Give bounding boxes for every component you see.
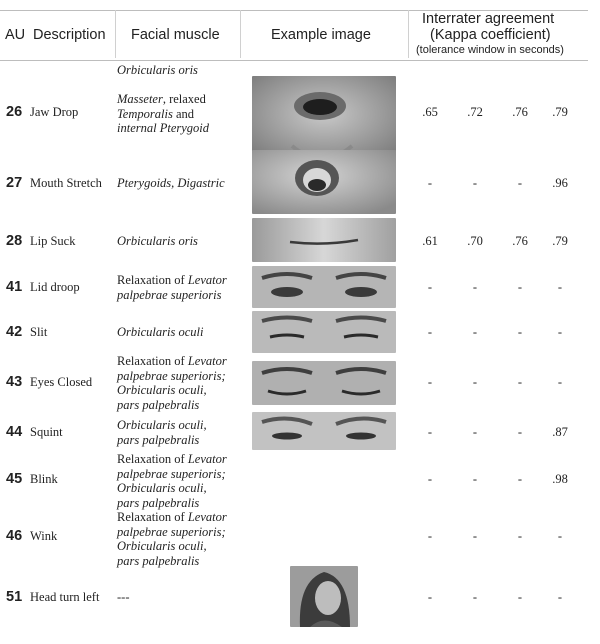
kappa-value: .76	[512, 105, 528, 119]
description-text: Mouth Stretch	[30, 176, 102, 190]
header-separator	[115, 10, 116, 58]
description-text: Eyes Closed	[30, 375, 93, 389]
kappa-value: -	[557, 280, 563, 294]
slit-eyes-photo	[252, 311, 396, 353]
kappa-value: -	[427, 375, 433, 389]
kappa-value: -	[557, 375, 563, 389]
muscle-text: Orbicularis oculi, pars palpebralis	[117, 418, 207, 447]
kappa-value: -	[517, 425, 523, 439]
kappa-value: .98	[552, 472, 568, 486]
kappa-value: -	[472, 472, 478, 486]
kappa-value: -	[427, 176, 433, 190]
header-agreement: Interrater agreement	[422, 11, 555, 27]
description-text: Lip Suck	[30, 234, 76, 248]
description-text: Squint	[30, 425, 63, 439]
header-muscle: Facial muscle	[131, 27, 220, 43]
stretched-mouth-photo	[252, 150, 396, 214]
description-text: Lid droop	[30, 280, 80, 294]
header-image: Example image	[271, 27, 371, 43]
au-number: 45	[6, 471, 23, 487]
muscle-text: Orbicularis oris	[117, 234, 198, 248]
header-separator	[240, 10, 241, 58]
kappa-value: .79	[552, 234, 568, 248]
muscle-text: Relaxation of Levator palpebrae superioris; Orbicularis oculi, pars palpebralis	[117, 452, 227, 510]
kappa-value: -	[472, 176, 478, 190]
kappa-value: -	[427, 325, 433, 339]
kappa-value: .65	[422, 105, 438, 119]
header-separator	[408, 10, 409, 58]
description-text: Slit	[30, 325, 48, 339]
kappa-value: -	[427, 425, 433, 439]
kappa-value: -	[517, 325, 523, 339]
kappa-value: -	[427, 280, 433, 294]
kappa-value: .70	[467, 234, 483, 248]
au-number: 51	[6, 589, 23, 605]
kappa-value: -	[557, 325, 563, 339]
kappa-value: .76	[512, 234, 528, 248]
muscle-text: ---	[117, 590, 130, 604]
kappa-value: -	[557, 590, 563, 604]
kappa-value: -	[517, 375, 523, 389]
au-number: 26	[6, 104, 23, 120]
open-mouth-photo	[252, 76, 396, 160]
au-number: 44	[6, 424, 23, 440]
au-number: 42	[6, 324, 23, 340]
kappa-value: -	[517, 529, 523, 543]
lid-droop-eyes-photo	[252, 266, 396, 308]
kappa-value: -	[472, 325, 478, 339]
kappa-value: .61	[422, 234, 438, 248]
header-au: AU	[5, 27, 26, 43]
header-tolerance: (tolerance window in seconds)	[416, 44, 564, 56]
au-number: 43	[6, 374, 23, 390]
kappa-value: -	[557, 529, 563, 543]
description-text: Wink	[30, 529, 58, 543]
description-text: Head turn left	[30, 590, 100, 604]
kappa-value: -	[517, 176, 523, 190]
kappa-value: -	[472, 425, 478, 439]
header-kappa: (Kappa coefficient)	[430, 27, 551, 43]
muscle-text: Masseter, relaxed Temporalis and internal Pterygoid	[117, 92, 209, 135]
description-text: Blink	[30, 472, 58, 486]
au-number: 41	[6, 279, 23, 295]
kappa-value: -	[472, 375, 478, 389]
muscle-text: Orbicularis oris	[117, 63, 198, 77]
header-bottom-rule	[0, 60, 588, 61]
head-turn-photo	[290, 566, 358, 627]
kappa-value: .79	[552, 105, 568, 119]
closed-eyes-photo	[252, 361, 396, 405]
description-text: Jaw Drop	[30, 105, 79, 119]
kappa-value: -	[427, 529, 433, 543]
muscle-text: Relaxation of Levator palpebrae superioris; Orbicularis oculi, pars palpebralis	[117, 510, 227, 568]
kappa-value: -	[427, 590, 433, 604]
au-number: 28	[6, 233, 23, 249]
muscle-text: Relaxation of Levator palpebrae superioris; Orbicularis oculi, pars palpebralis	[117, 354, 227, 412]
kappa-value: .87	[552, 425, 568, 439]
kappa-value: .96	[552, 176, 568, 190]
lip-suck-photo	[252, 218, 396, 262]
kappa-value: -	[472, 280, 478, 294]
kappa-value: .72	[467, 105, 483, 119]
muscle-text: Orbicularis oculi	[117, 325, 204, 339]
kappa-value: -	[517, 472, 523, 486]
kappa-value: -	[517, 590, 523, 604]
muscle-text: Relaxation of Levator palpebrae superioris	[117, 273, 227, 302]
squint-eyes-photo	[252, 412, 396, 450]
kappa-value: -	[427, 472, 433, 486]
header-description: Description	[33, 27, 106, 43]
kappa-value: -	[472, 590, 478, 604]
kappa-value: -	[517, 280, 523, 294]
au-number: 27	[6, 175, 23, 191]
muscle-text: Pterygoids, Digastric	[117, 176, 225, 190]
kappa-value: -	[472, 529, 478, 543]
au-number: 46	[6, 528, 23, 544]
